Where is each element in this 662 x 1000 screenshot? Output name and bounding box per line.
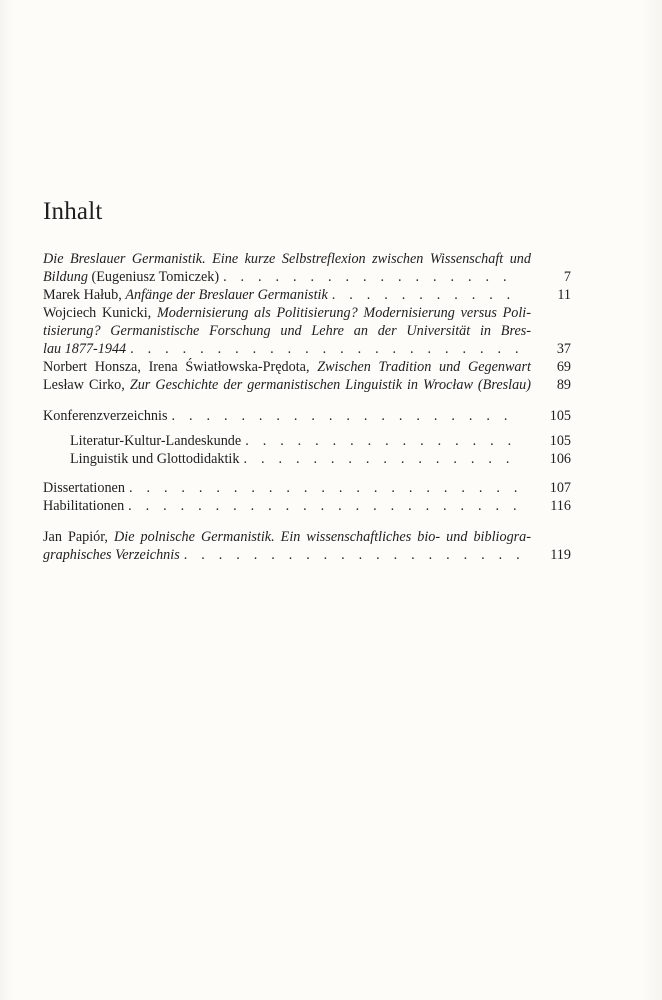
- toc-entry-author: (Eugeniusz Tomiczek): [87, 269, 220, 285]
- toc-entry-text: Dissertationen: [43, 480, 125, 496]
- toc-entry-author: Jan Papiór,: [43, 529, 115, 545]
- toc-entry-last-line: [43, 546, 531, 564]
- leader-dots: [243, 450, 521, 468]
- toc-entry-linguistik-geschichte[interactable]: [43, 376, 571, 394]
- toc-page-number: 119: [550, 547, 571, 563]
- toc-entry-title: Zwischen Tradition und Gegenwart: [317, 359, 531, 375]
- toc-entry-breslauer-germanistik[interactable]: [43, 250, 571, 286]
- toc-entry-line: [43, 304, 531, 322]
- toc-entry-last-line: [43, 497, 531, 515]
- toc-entry-line: [43, 358, 531, 376]
- leader-dots: [332, 286, 521, 304]
- toc-page-number: 69: [556, 359, 571, 375]
- toc-entry-title: Zur Geschichte der germanistischen Linguistik in Wrocław (Breslau): [129, 377, 531, 393]
- toc-entry-title: Die polnische Germanistik. Ein wissenschaftliches bio- und bibliogra-: [114, 529, 532, 545]
- toc-entry-line: [43, 322, 531, 340]
- toc-entry-author: Lesław Cirko,: [43, 377, 130, 393]
- toc-entry-line: [43, 528, 531, 546]
- toc-page-number: 116: [550, 498, 571, 514]
- toc-subentry-linguistik[interactable]: [43, 450, 571, 468]
- toc-entry-title: Anfänge der Breslauer Germanistik: [125, 287, 328, 303]
- leader-dots: [130, 340, 521, 358]
- toc-entry-last-line: [70, 450, 531, 468]
- leader-dots: [223, 268, 521, 286]
- toc-entry-text: [43, 268, 219, 286]
- toc-page-number: 105: [549, 433, 571, 449]
- toc-entry-polnische-germanistik[interactable]: [43, 528, 571, 564]
- toc-entry-last-line: [43, 407, 531, 425]
- toc-entry-konferenzverzeichnis[interactable]: [43, 407, 571, 425]
- toc-page-number: 106: [549, 451, 571, 467]
- toc-page-number: 107: [549, 480, 571, 496]
- table-of-contents: [43, 250, 571, 564]
- toc-entry-last-line: [43, 286, 531, 304]
- toc-page-number: 105: [549, 408, 571, 424]
- toc-entry-title: lau 1877-1944: [43, 341, 127, 357]
- toc-page-number: 89: [556, 377, 571, 393]
- toc-entry-title: Die Breslauer Germanistik. Eine kurze Selbstreflexion zwischen Wissenschaft und: [43, 251, 531, 267]
- toc-entry-text: [43, 286, 328, 304]
- leader-dots: [245, 432, 521, 450]
- toc-entry-title: graphisches Verzeichnis: [43, 547, 180, 563]
- toc-entry-author: Marek Hałub,: [43, 287, 126, 303]
- toc-entry-line: [43, 250, 531, 268]
- toc-entry-title: Bildung: [43, 269, 88, 285]
- toc-entry-zwischen-tradition[interactable]: [43, 358, 571, 376]
- toc-entry-title: Modernisierung als Politisierung? Modernisierung versus Poli-: [156, 305, 531, 321]
- toc-page-number: 11: [557, 287, 571, 303]
- toc-entry-last-line: [70, 432, 531, 450]
- toc-entry-text: Konferenzverzeichnis: [43, 408, 168, 424]
- toc-entry-modernisierung[interactable]: [43, 304, 571, 358]
- toc-entry-dissertationen[interactable]: [43, 479, 571, 497]
- toc-entry-last-line: [43, 479, 531, 497]
- toc-entry-anfaenge[interactable]: [43, 286, 571, 304]
- leader-dots: [129, 479, 521, 497]
- toc-entry-text: Habilitationen: [43, 498, 125, 514]
- toc-subentry-literatur[interactable]: [43, 432, 571, 450]
- leader-dots: [184, 546, 521, 564]
- toc-entry-title: tisierung? Germanistische Forschung und Lehre an der Universität in Bres-: [43, 323, 531, 339]
- page-title: Inhalt: [43, 198, 103, 225]
- toc-entry-author: Norbert Honsza, Irena Światłowska-Prędota,: [43, 359, 318, 375]
- toc-entry-last-line: [43, 340, 531, 358]
- leader-dots: [171, 407, 521, 425]
- toc-entry-text: [43, 340, 126, 358]
- toc-entry-text: Linguistik und Glottodidaktik: [70, 451, 240, 467]
- leader-dots: [128, 497, 521, 515]
- toc-page-number: 7: [563, 269, 571, 285]
- toc-page-number: 37: [556, 341, 571, 357]
- toc-entry-habilitationen[interactable]: [43, 497, 571, 515]
- toc-entry-text: Literatur-Kultur-Landeskunde: [70, 433, 242, 449]
- toc-entry-line: [43, 376, 531, 394]
- toc-entry-author: Wojciech Kunicki,: [43, 305, 157, 321]
- toc-entry-last-line: [43, 268, 531, 286]
